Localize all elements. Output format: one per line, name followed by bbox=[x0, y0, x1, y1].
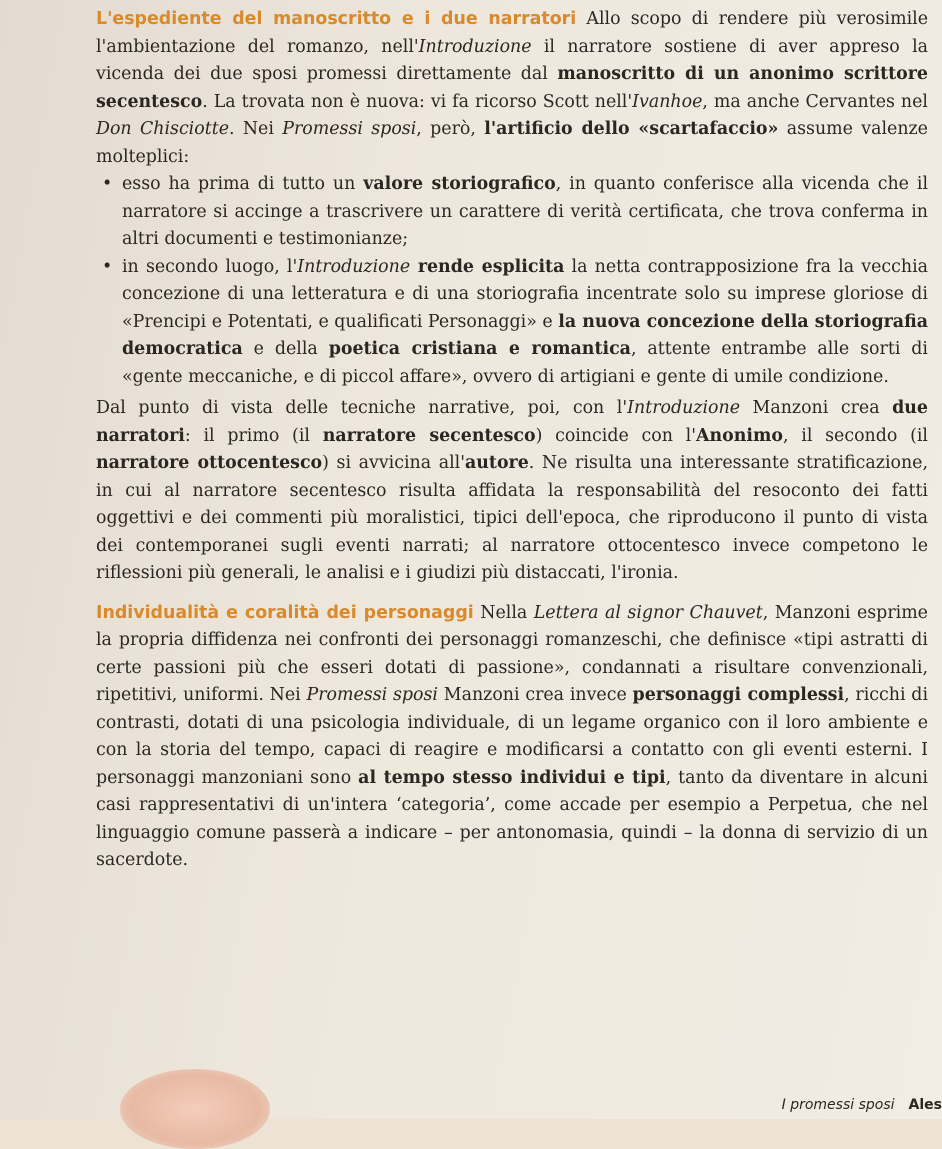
footer-author: Ales bbox=[908, 1097, 942, 1113]
text-run: al tempo stesso individui e tipi bbox=[358, 767, 666, 788]
intro-paragraph bbox=[96, 6, 928, 171]
characters-paragraph bbox=[96, 600, 928, 875]
section-heading-manoscritto: L'espediente del manoscritto e i due narratori bbox=[96, 9, 577, 29]
text-run: , ricchi di contrasti, dotati di una psicologia individuale, di un legame organico con il loro ambiente e con la storia del tempo, capaci di reagire e modificarsi a contatto con gli eventi esterni. I personaggi manzoniani sono bbox=[96, 685, 929, 788]
text-run: Ivanhoe bbox=[632, 91, 703, 112]
text-run: poetica cristiana e romantica bbox=[328, 339, 631, 359]
text-run: personaggi complessi bbox=[632, 685, 845, 705]
footer-book-title: I promessi sposi bbox=[781, 1097, 895, 1113]
text-run: , ma anche Cervantes nel bbox=[702, 91, 928, 112]
bullet-list bbox=[96, 171, 928, 391]
text-run: ) si avvicina all' bbox=[322, 453, 465, 473]
text-run: Promessi sposi bbox=[282, 119, 417, 139]
text-run: la nuova concezione della storiografia democratica bbox=[122, 311, 928, 359]
text-run: , attente entrambe alle sorti di «gente meccaniche, e di piccol affare», ovvero di artigiani e gente di umile condizione. bbox=[122, 339, 928, 387]
list-item bbox=[96, 254, 928, 392]
finger-shadow bbox=[120, 1069, 270, 1149]
text-run: manoscritto di un anonimo scrittore secentesco bbox=[96, 64, 928, 112]
text-run: Manzoni crea invece bbox=[438, 685, 633, 705]
text-run: autore bbox=[465, 453, 529, 473]
section-heading-personaggi: Individualità e coralità dei personaggi bbox=[96, 602, 474, 623]
text-run: Allo scopo di rendere più verosimile l'ambientazione del romanzo, nell' bbox=[96, 9, 928, 57]
text-run: , Manzoni esprime la propria diffidenza nei confronti dei personaggi romanzeschi, che definisce «tipi astratti di certe passioni più che esseri dotati di passione», condannati a risultare convenzionali, ripetitivi, uniformi. Nei bbox=[96, 602, 928, 705]
text-run: rende esplicita bbox=[410, 256, 565, 277]
text-run: il narratore sostiene di aver appreso la vicenda dei due sposi promessi direttamente dal bbox=[96, 36, 928, 84]
list-item bbox=[96, 171, 928, 254]
text-run: in secondo luogo, l' bbox=[122, 256, 298, 277]
text-run: Promessi sposi bbox=[306, 685, 438, 705]
text-run: Don Chisciotte bbox=[96, 119, 229, 139]
text-run: . La trovata non è nuova: vi fa ricorso Scott nell' bbox=[202, 91, 633, 112]
text-run: Introduzione bbox=[297, 256, 411, 277]
text-run: l'artificio dello «scartafaccio» bbox=[484, 119, 779, 139]
text-run: Nella bbox=[473, 602, 534, 623]
text-run: narratore secentesco bbox=[322, 425, 536, 446]
text-run: Introduzione bbox=[627, 398, 741, 418]
text-run: Dal punto di vista delle tecniche narrative, poi, con l' bbox=[96, 398, 628, 418]
text-run: . Ne risulta una interessante stratificazione, in cui al narratore secentesco risulta affidata la responsabilità del resoconto dei fatti oggettivi e dei commenti più moralistici, tipici dell'epoca, che riproducono il punto di vista dei contemporanei sugli eventi narrati; al narratore ottocentesco invece competono le riflessioni più generali, le analisi e i giudizi più distaccati, l'ironia. bbox=[96, 453, 928, 583]
text-run: , però, bbox=[416, 119, 485, 139]
text-run: assume valenze molteplici: bbox=[96, 119, 928, 167]
text-column bbox=[96, 6, 928, 875]
text-run: Introduzione bbox=[418, 36, 532, 57]
text-run: Lettera al signor Chauvet bbox=[533, 602, 763, 623]
text-run: due narratori bbox=[96, 398, 928, 446]
text-run: Manzoni crea bbox=[740, 398, 893, 418]
narrators-paragraph bbox=[96, 395, 928, 588]
text-run: Anonimo bbox=[696, 425, 783, 446]
text-run: valore storiografico bbox=[363, 174, 556, 194]
text-run: . Nei bbox=[228, 119, 283, 139]
text-run: , in quanto conferisce alla vicenda che il narratore si accinge a trascrivere un carattere di verità certificata, che trova conferma in altri documenti e testimonianze; bbox=[122, 174, 929, 249]
text-run: , tanto da diventare in alcuni casi rappresentativi di un'intera ‘categoria’, come accade per esempio a Perpetua, che nel linguaggio comune passerà a indicare – per antonomasia, quindi – la donna di servizio di un sacerdote. bbox=[96, 767, 928, 870]
text-run: esso ha prima di tutto un bbox=[122, 174, 364, 194]
text-run: : il primo (il bbox=[184, 425, 323, 446]
page-footer bbox=[782, 1097, 942, 1113]
text-run: ) coincide con l' bbox=[535, 425, 696, 446]
text-run: narratore ottocentesco bbox=[96, 453, 323, 473]
text-run: la netta contrapposizione fra la vecchia concezione di una letteratura e di una storiografia incentrate solo su imprese gloriose di «Prencipi e Potentati, e qualificati Personaggi» e bbox=[122, 256, 929, 332]
text-run: , il secondo (il bbox=[783, 425, 928, 446]
text-run: e della bbox=[242, 339, 329, 359]
